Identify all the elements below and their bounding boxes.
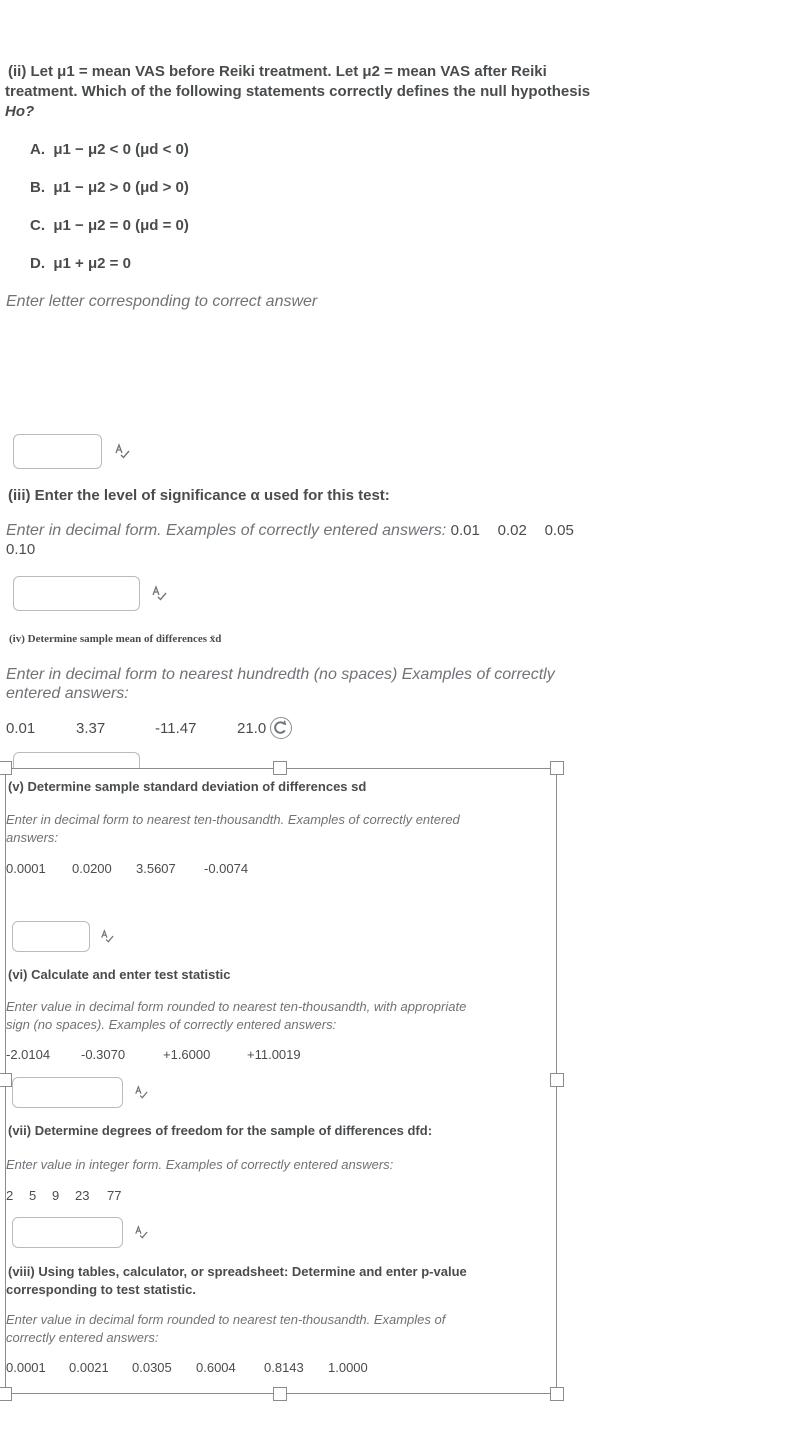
q4-instruction-line2: entered answers:: [6, 685, 129, 702]
spellcheck-icon[interactable]: [114, 443, 130, 459]
option-letter: A.: [30, 141, 45, 158]
q5-title: (v) Determine sample standard deviation of differences sd: [8, 779, 367, 794]
resize-handle[interactable]: [0, 1073, 12, 1087]
q5-instruction-line1: Enter in decimal form to nearest ten-thousandth. Examples of correctly entered: [6, 812, 460, 827]
q4-answer-input-partial[interactable]: [13, 752, 140, 768]
q8-example: 0.8143: [264, 1360, 304, 1375]
q6-instruction: [6, 998, 546, 1034]
q7-title: (vii) Determine degrees of freedom for the sample of differences dfd:: [8, 1123, 433, 1138]
q8-example: 1.0000: [328, 1360, 368, 1375]
option-letter: B.: [30, 179, 45, 196]
q7-instruction: Enter value in integer form. Examples of correctly entered answers:: [6, 1157, 394, 1172]
resize-handle[interactable]: [550, 1387, 564, 1401]
q3-title: (iii) Enter the level of significance α used for this test:: [8, 487, 390, 504]
q2-option-a: [30, 141, 189, 158]
q2-title-line1: (ii) Let μ1 = mean VAS before Reiki treatment. Let μ2 = mean VAS after Reiki: [8, 63, 547, 80]
q6-example: -0.3070: [81, 1047, 126, 1062]
q5-example: 0.0001: [6, 861, 46, 876]
q6-example: +1.6000: [163, 1047, 211, 1062]
q5-example: 3.5607: [136, 861, 176, 876]
q6-title: (vi) Calculate and enter test statistic: [8, 967, 231, 982]
q2-title-line2: treatment. Which of the following statements correctly defines the null hypothesis: [5, 83, 591, 100]
option-text: μ1 + μ2 = 0: [53, 255, 131, 272]
q7-answer-input[interactable]: [12, 1217, 123, 1248]
q3-answer-input[interactable]: [13, 576, 140, 611]
q8-instruction: [6, 1311, 546, 1347]
q5-example: -0.0074: [204, 861, 249, 876]
q8-example: 0.0305: [132, 1360, 172, 1375]
resize-handle[interactable]: [0, 1387, 12, 1401]
refresh-icon-glyph: [271, 718, 290, 737]
spellcheck-icon[interactable]: [134, 1225, 148, 1239]
q2-title: [5, 62, 628, 122]
spellcheck-icon[interactable]: [100, 929, 114, 943]
q3-example: 0.02: [497, 522, 527, 539]
q4-title: (iv) Determine sample mean of differences x̄d: [9, 633, 222, 645]
q4-example: 21.0: [237, 720, 267, 737]
q2-title-line3: Ho?: [5, 103, 35, 120]
q7-example: 5: [29, 1188, 37, 1203]
option-text: μ1 − μ2 = 0 (μd = 0): [53, 217, 189, 234]
q2-answer-input[interactable]: [13, 434, 102, 469]
q6-example: -2.0104: [6, 1047, 51, 1062]
spellcheck-icon[interactable]: [134, 1085, 148, 1099]
resize-handle[interactable]: [273, 1387, 287, 1401]
q3-example: 0.10: [6, 541, 36, 558]
option-text: μ1 − μ2 < 0 (μd < 0): [53, 141, 189, 158]
q3-example: 0.05: [544, 522, 574, 539]
q8-title-line1: (viii) Using tables, calculator, or spreadsheet: Determine and enter p-value: [8, 1264, 467, 1279]
resize-handle[interactable]: [550, 1073, 564, 1087]
q8-instruction-line1: Enter value in decimal form rounded to nearest ten-thousandth. Examples of: [6, 1312, 446, 1327]
option-letter: D.: [30, 255, 45, 272]
q2-option-c: [30, 217, 189, 234]
resize-handle[interactable]: [273, 761, 287, 775]
option-text: μ1 − μ2 > 0 (μd > 0): [53, 179, 189, 196]
q5-answer-input[interactable]: [12, 921, 90, 952]
q8-example: 0.0021: [69, 1360, 109, 1375]
q7-example: 2: [6, 1188, 14, 1203]
q8-title: [8, 1263, 548, 1299]
q3-instruction-text: Enter in decimal form. Examples of correctly entered answers:: [6, 522, 447, 539]
q7-example: 9: [52, 1188, 60, 1203]
q6-answer-input[interactable]: [12, 1077, 123, 1108]
q3-example: 0.01: [450, 522, 480, 539]
q2-instruction: Enter letter corresponding to correct answer: [6, 293, 318, 310]
q4-instruction-line1: Enter in decimal form to nearest hundredth (no spaces) Examples of correctly: [6, 666, 555, 683]
q6-example: +11.0019: [247, 1047, 301, 1062]
resize-handle[interactable]: [550, 761, 564, 775]
refresh-icon[interactable]: [270, 717, 292, 739]
q2-option-b: [30, 179, 189, 196]
q3-instruction: [6, 521, 626, 540]
q7-example: 77: [107, 1188, 122, 1203]
q4-example: 3.37: [76, 720, 106, 737]
q4-example: 0.01: [6, 720, 36, 737]
q8-example: 0.0001: [6, 1360, 46, 1375]
spellcheck-icon[interactable]: [151, 585, 167, 601]
q8-title-line2: corresponding to test statistic.: [6, 1282, 196, 1297]
q5-instruction: [6, 811, 546, 847]
q7-example: 23: [75, 1188, 90, 1203]
resize-handle[interactable]: [0, 761, 12, 775]
q6-instruction-line2: sign (no spaces). Examples of correctly entered answers:: [6, 1017, 337, 1032]
q8-instruction-line2: correctly entered answers:: [6, 1330, 159, 1345]
q8-example: 0.6004: [196, 1360, 236, 1375]
q5-instruction-line2: answers:: [6, 830, 59, 845]
q5-example: 0.0200: [72, 861, 112, 876]
option-letter: C.: [30, 217, 45, 234]
q4-instruction: [6, 665, 626, 703]
q6-instruction-line1: Enter value in decimal form rounded to nearest ten-thousandth, with appropriate: [6, 999, 467, 1014]
q4-example: -11.47: [155, 720, 197, 737]
q2-option-d: [30, 255, 131, 272]
